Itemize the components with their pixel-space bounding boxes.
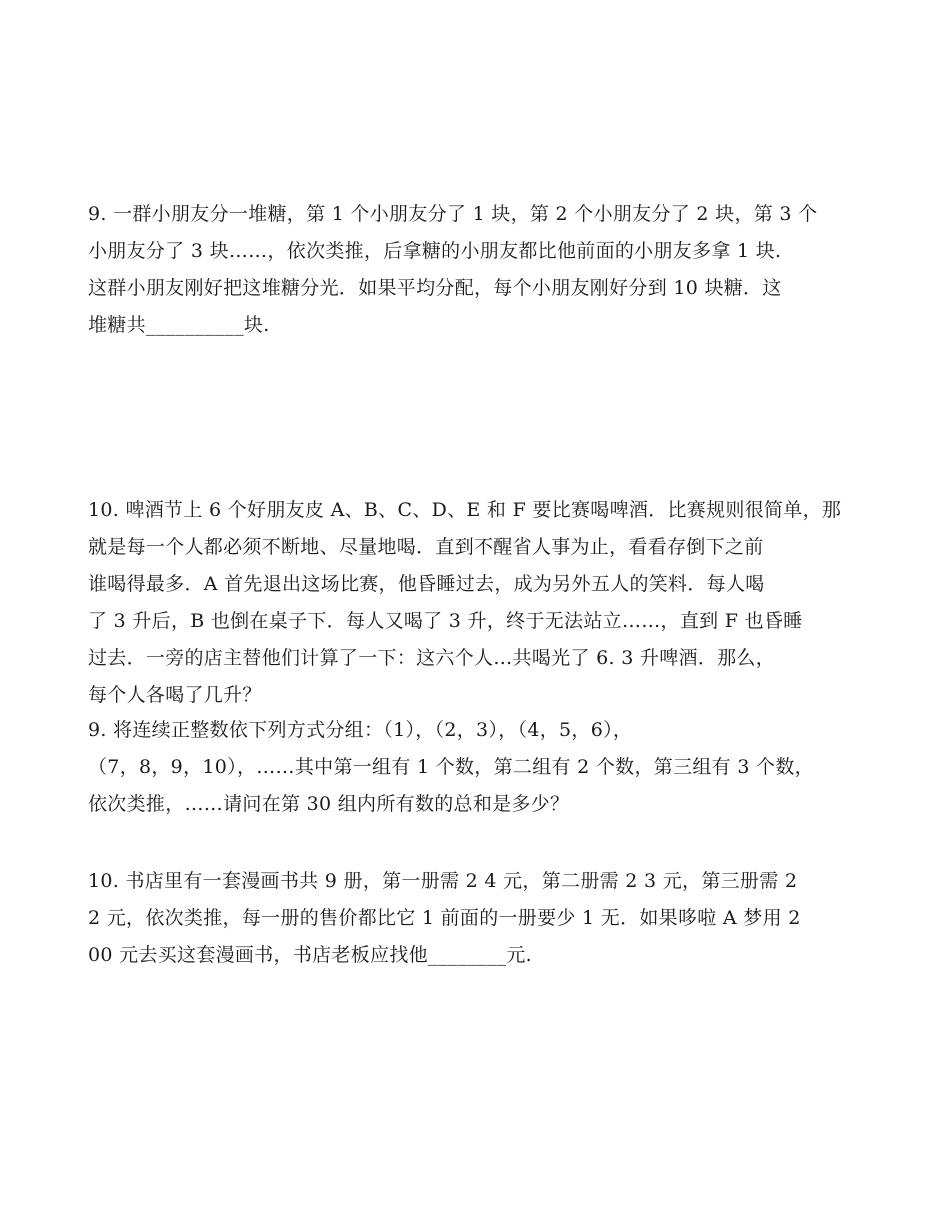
problem-line: 过去．一旁的店主替他们计算了一下：这六个人…共喝光了 6. 3 升啤酒．那么，	[88, 647, 776, 669]
problem-line: 了 3 升后，B 也倒在桌子下．每人又喝了 3 升，终于无法站立……，直到 F 也昏睡	[88, 610, 803, 632]
problem-line: 10. 书店里有一套漫画书共 9 册，第一册需 2 4 元，第二册需 2 3 元，第三册需 2	[88, 870, 798, 892]
problem-line: 这群小朋友刚好把这堆糖分光．如果平均分配，每个小朋友刚好分到 10 块糖．这	[88, 277, 782, 299]
problem-line: 9. 一群小朋友分一堆糖，第 1 个小朋友分了 1 块，第 2 个小朋友分了 2 块，第 3 个	[88, 203, 818, 225]
problem-line: 小朋友分了 3 块……，依次类推，后拿糖的小朋友都比他前面的小朋友多拿 1 块.	[88, 240, 782, 262]
problem-integer-groups	[88, 712, 868, 823]
problem-comic-books	[88, 863, 868, 974]
problem-line: 依次类推，……请问在第 30 组内所有数的总和是多少？	[88, 793, 570, 815]
problem-line: 2 元，依次类推，每一册的售价都比它 1 前面的一册要少 1 无．如果哆啦 A 梦用 2	[88, 907, 801, 929]
problem-line: 谁喝得最多．A 首先退出这场比赛，他昏睡过去，成为另外五人的笑料．每人喝	[88, 573, 765, 595]
problem-line: （7，8，9，10），……其中第一组有 1 个数，第二组有 2 个数，第三组有 3 个数，	[88, 756, 814, 778]
problem-line: 10. 啤酒节上 6 个好朋友皮 A、B、C、D、E 和 F 要比赛喝啤酒．比赛规则很简单，那	[88, 499, 842, 521]
problem-beer-festival	[88, 492, 868, 714]
problem-line: 9. 将连续正整数依下列方式分组：（1），（2，3），（4，5，6），	[88, 719, 633, 741]
problem-candy-distribution	[88, 196, 868, 344]
problem-line: 00 元去买这套漫画书，书店老板应找他________元.	[88, 944, 532, 966]
problem-line: 每个人各喝了几升？	[88, 684, 262, 706]
problem-line: 堆糖共__________块.	[88, 314, 270, 336]
problem-line: 就是每一个人都必须不断地、尽量地喝．直到不醒省人事为止，看看存倒下之前	[88, 536, 764, 558]
